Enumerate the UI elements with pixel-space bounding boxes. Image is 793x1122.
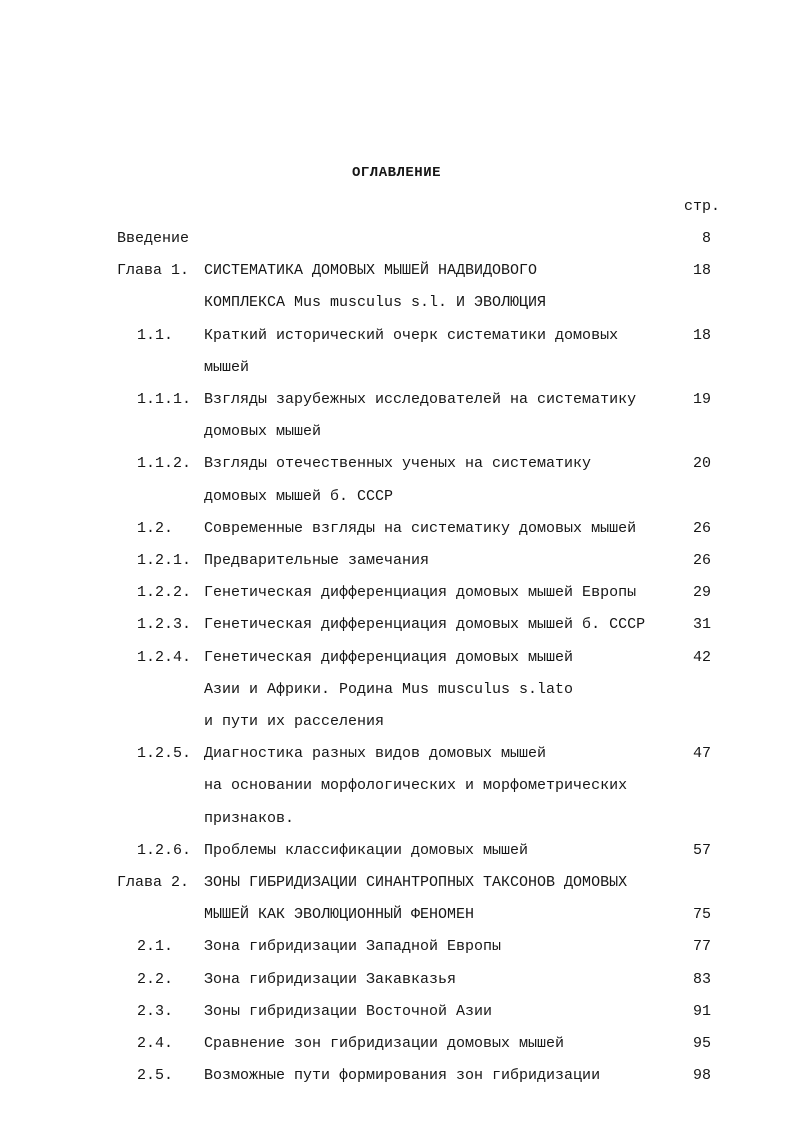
toc-entry-number: Глава 1. (117, 262, 190, 280)
toc-page-number: 19 (692, 391, 711, 408)
toc-entry-title: признаков. (204, 809, 295, 827)
toc-entry-number: 1.2.6. (137, 841, 192, 859)
toc-entry-title: Краткий исторический очерк систематики домовых (204, 326, 619, 344)
toc-page-number: 29 (692, 584, 711, 602)
toc-row (0, 738, 793, 770)
toc-page-number: 57 (692, 841, 711, 859)
toc-page-number: 77 (692, 938, 711, 956)
toc-page-number: 18 (692, 262, 711, 280)
toc-page-number: 95 (692, 1035, 711, 1052)
toc-entry-number: 1.2.5. (137, 745, 192, 763)
toc-row (0, 931, 793, 963)
toc-page-number: 26 (692, 519, 711, 537)
toc-entry-number: 1.2.2. (137, 584, 192, 602)
toc-row (0, 996, 793, 1028)
toc-row (0, 320, 793, 352)
toc-entry-title: Зона гибридизации Закавказья (204, 970, 457, 988)
toc-entry-title: Зона гибридизации Западной Европы (204, 938, 502, 956)
toc-entry-number: 1.2.3. (137, 616, 192, 634)
toc-page-number: 42 (692, 648, 711, 666)
toc-page-number: 91 (692, 1002, 711, 1020)
toc-row (0, 255, 793, 287)
toc-page-number: 8 (701, 230, 711, 247)
toc-entry-number: 1.1.2. (137, 455, 192, 473)
toc-page-number: 98 (692, 1067, 711, 1085)
toc-entry-number: Глава 2. (117, 874, 190, 891)
toc-entry-title: Генетическая дифференциация домовых мышей б. СССР (204, 616, 646, 634)
toc-row (0, 384, 793, 416)
toc-entry-number: 2.3. (137, 1002, 174, 1020)
page-column-header: стр. (683, 198, 720, 215)
toc-row (0, 803, 793, 835)
toc-row (0, 835, 793, 867)
toc-entry-number: 2.4. (137, 1035, 174, 1052)
toc-page-number: 18 (692, 326, 711, 344)
toc-row (0, 481, 793, 513)
toc-entry-title: домовых мышей б. СССР (204, 487, 394, 505)
toc-entry-title: ЗОНЫ ГИБРИДИЗАЦИИ СИНАНТРОПНЫХ ТАКСОНОВ ДОМОВЫХ (204, 874, 628, 891)
toc-page-number: 83 (692, 970, 711, 988)
toc-row (0, 674, 793, 706)
toc-entry-number: 2.1. (137, 938, 174, 956)
toc-entry-number: 1.1. (137, 326, 174, 344)
toc-entry-number: 1.2. (137, 519, 174, 537)
toc-entry-title: Возможные пути формирования зон гибридизации (204, 1067, 601, 1085)
toc-entry-title: на основании морфологических и морфометрических (204, 777, 628, 795)
toc-entry-title: домовых мышей (204, 423, 322, 441)
toc-row (0, 609, 793, 641)
toc-entry-title: мышей (204, 358, 250, 376)
toc-entry-title: Проблемы классификации домовых мышей (204, 841, 529, 859)
toc-row (0, 577, 793, 609)
toc-page-number: 75 (692, 906, 711, 924)
toc-row (0, 964, 793, 996)
toc-row (0, 448, 793, 480)
toc-row (0, 899, 793, 931)
toc-entry-number: 1.2.4. (137, 648, 192, 666)
toc-page-number: 20 (692, 455, 711, 473)
toc-row (0, 770, 793, 802)
toc-row (0, 1060, 793, 1092)
toc-row (0, 513, 793, 545)
toc-entry-number: 2.2. (137, 970, 174, 988)
toc-page-number: 31 (692, 616, 711, 634)
toc-row (0, 287, 793, 319)
toc-entry-title: СИСТЕМАТИКА ДОМОВЫХ МЫШЕЙ НАДВИДОВОГО (204, 262, 538, 280)
toc-row (0, 1028, 793, 1060)
toc-entry-title: Генетическая дифференциация домовых мышей Европы (204, 584, 637, 602)
toc-entry-number: 1.1.1. (137, 391, 192, 408)
toc-row (0, 352, 793, 384)
toc-entry-title: и пути их расселения (204, 713, 385, 730)
page-title: ОГЛАВЛЕНИЕ (351, 165, 441, 181)
toc-entry-title: Сравнение зон гибридизации домовых мышей (204, 1035, 565, 1052)
toc-row (0, 545, 793, 577)
toc-page-number: 47 (692, 745, 711, 763)
toc-entry-title: Зоны гибридизации Восточной Азии (204, 1002, 493, 1020)
toc-entry-title: Диагностика разных видов домовых мышей (204, 745, 547, 763)
toc-entry-title: Взгляды отечественных ученых на систематику (204, 455, 592, 473)
toc-row (0, 706, 793, 738)
toc-entry-title: Современные взгляды на систематику домовых мышей (204, 519, 637, 537)
toc-entry-title: Введение (117, 230, 190, 247)
toc-row (0, 867, 793, 899)
toc-entry-title: Взгляды зарубежных исследователей на систематику (204, 391, 637, 408)
toc-page-number: 26 (692, 552, 711, 569)
toc-entry-title: МЫШЕЙ КАК ЭВОЛЮЦИОННЫЙ ФЕНОМЕН (204, 906, 475, 924)
toc-row (0, 416, 793, 448)
toc-entry-title: Генетическая дифференциация домовых мышей (204, 648, 574, 666)
toc-entry-title: КОМПЛЕКСА Mus musculus s.l. И ЭВОЛЮЦИЯ (204, 294, 547, 312)
toc-row (0, 642, 793, 674)
toc-row (0, 223, 793, 255)
toc-entry-title: Предварительные замечания (204, 552, 430, 569)
toc-entry-title: Азии и Африки. Родина Mus musculus s.lato (204, 680, 574, 698)
toc-entry-number: 1.2.1. (137, 552, 192, 569)
toc-entry-number: 2.5. (137, 1067, 174, 1085)
